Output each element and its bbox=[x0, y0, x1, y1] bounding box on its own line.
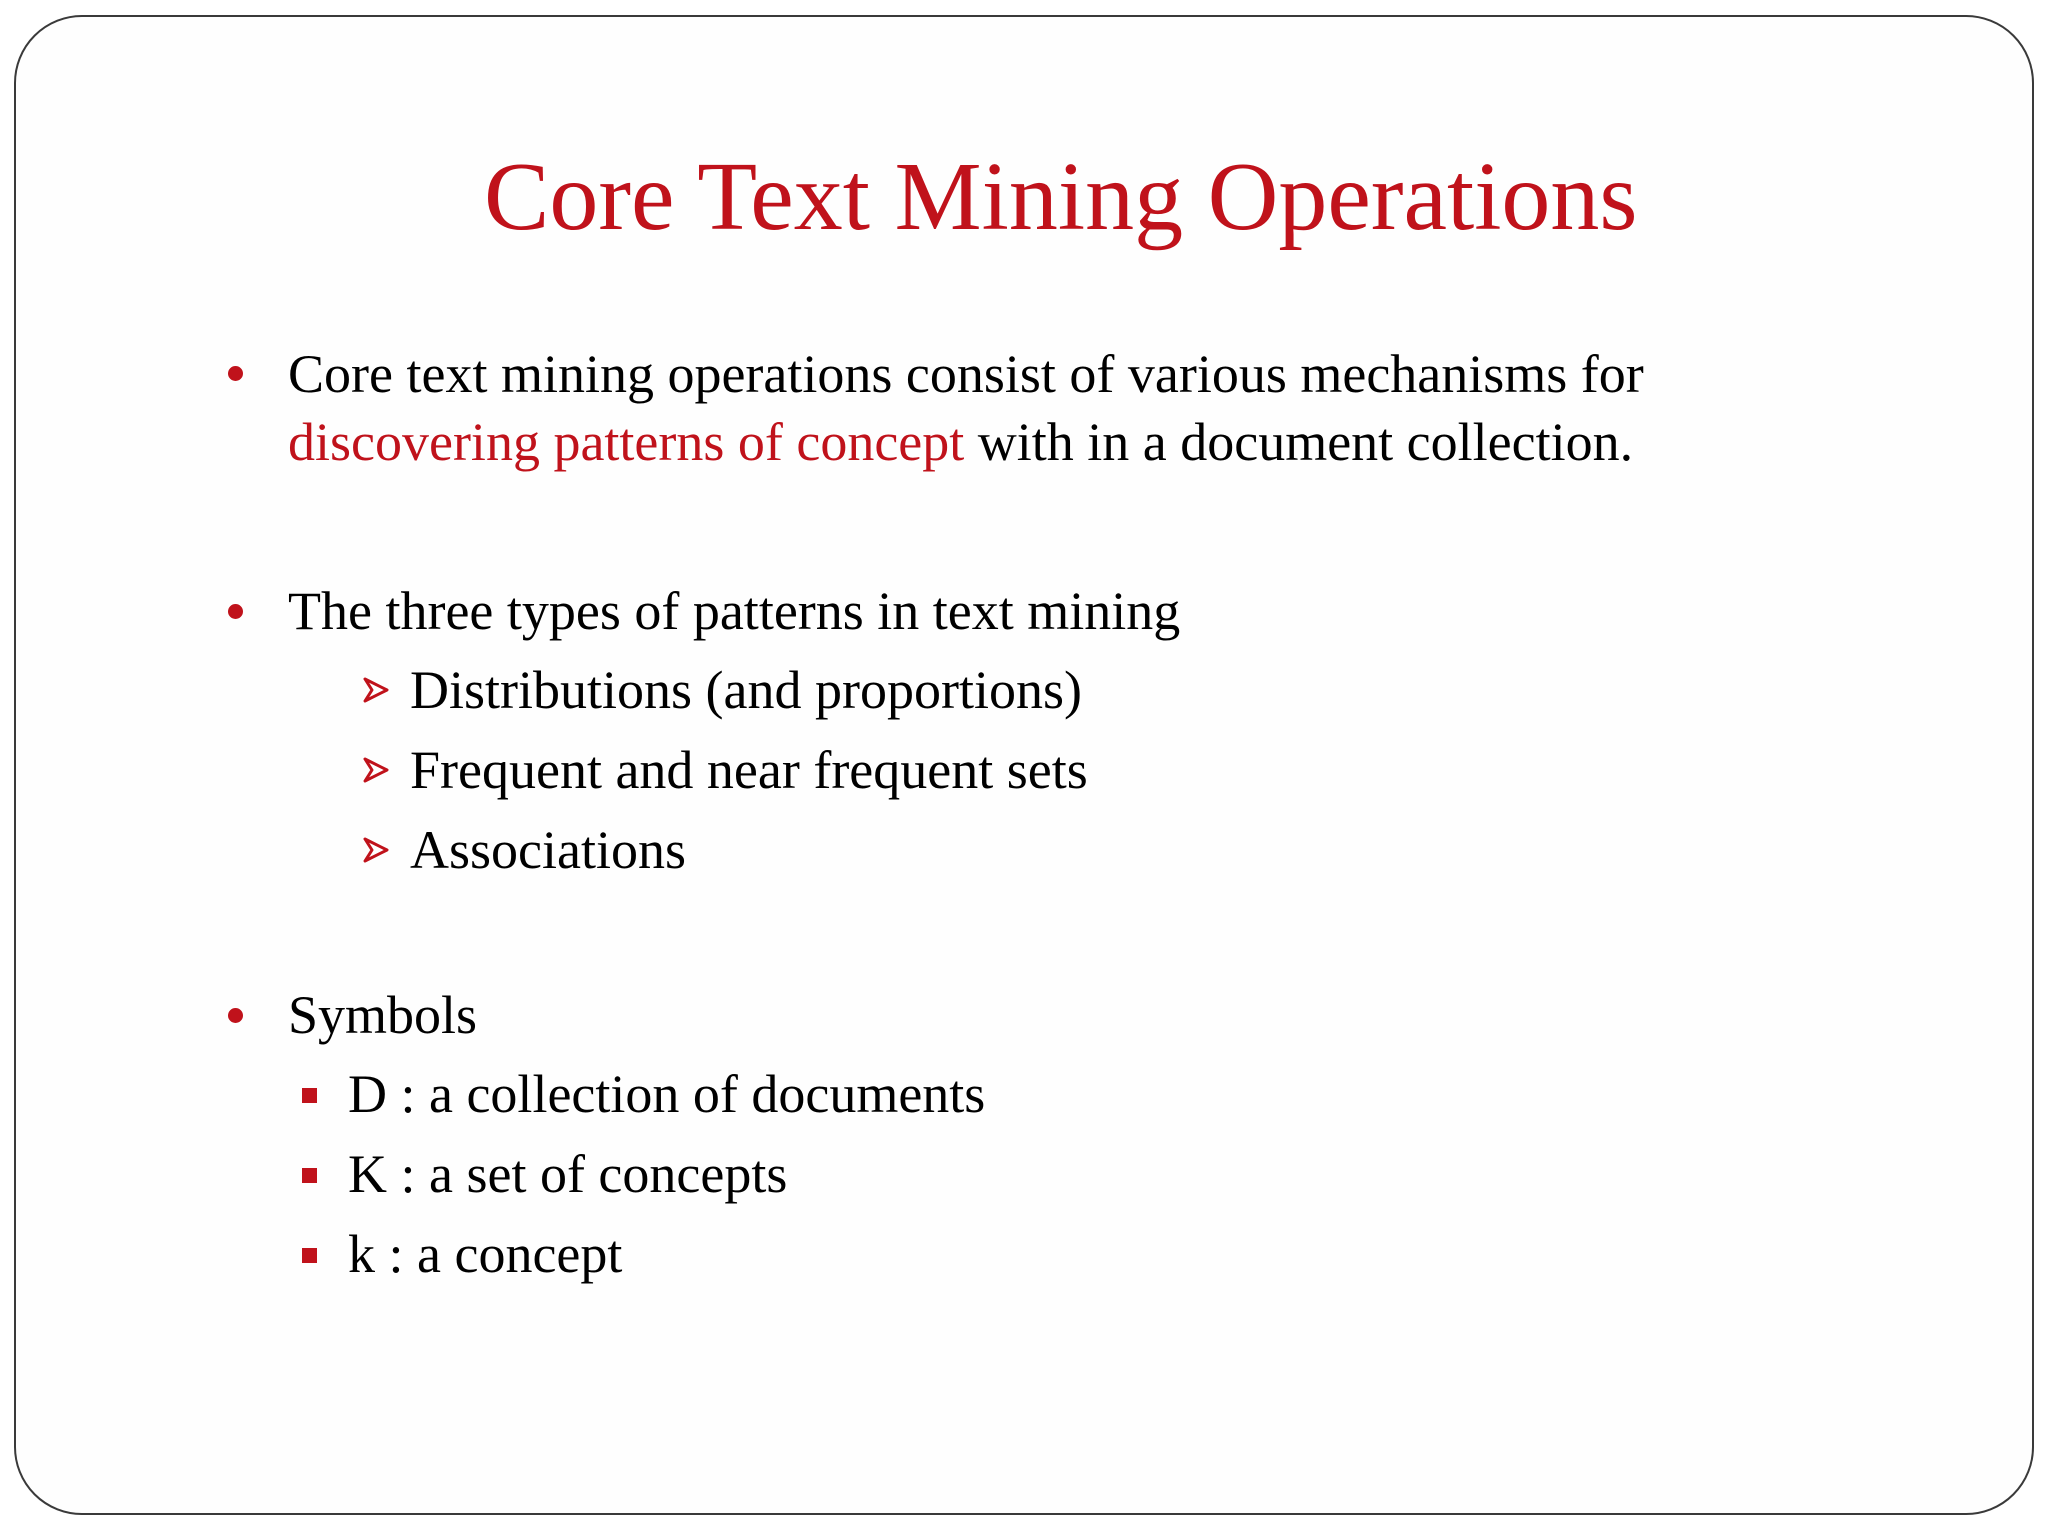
bullet-1-line-1: Core text mining operations consist of various mechanisms for bbox=[288, 344, 1644, 404]
arrowhead-icon bbox=[362, 836, 390, 864]
bullet-2-text: The three types of patterns in text mining bbox=[288, 581, 1181, 641]
symbol-item-2: K : a set of concepts bbox=[348, 1144, 788, 1204]
pattern-item-1: Distributions (and proportions) bbox=[410, 660, 1082, 720]
arrowhead-icon bbox=[362, 676, 390, 704]
red-square-icon bbox=[302, 1168, 317, 1183]
arrowhead-icon bbox=[362, 756, 390, 784]
bullet-1-line-2-rest: with in a document collection. bbox=[964, 412, 1634, 472]
bullet-3-text: Symbols bbox=[288, 985, 478, 1045]
highlighted-phrase: discovering patterns of concept bbox=[288, 412, 965, 472]
pattern-item-2: Frequent and near frequent sets bbox=[410, 740, 1088, 800]
red-square-icon bbox=[302, 1088, 317, 1103]
bullet-1-text bbox=[288, 340, 1644, 476]
bullet-1-line-2 bbox=[288, 408, 1644, 476]
symbol-item-3: k : a concept bbox=[348, 1224, 623, 1284]
symbol-item-1: D : a collection of documents bbox=[348, 1064, 986, 1124]
pattern-item-3: Associations bbox=[410, 820, 686, 880]
bullet-dot-icon bbox=[228, 604, 243, 619]
bullet-dot-icon bbox=[228, 366, 243, 381]
slide-title: Core Text Mining Operations bbox=[484, 143, 1638, 251]
bullet-dot-icon bbox=[228, 1008, 243, 1023]
red-square-icon bbox=[302, 1248, 317, 1263]
